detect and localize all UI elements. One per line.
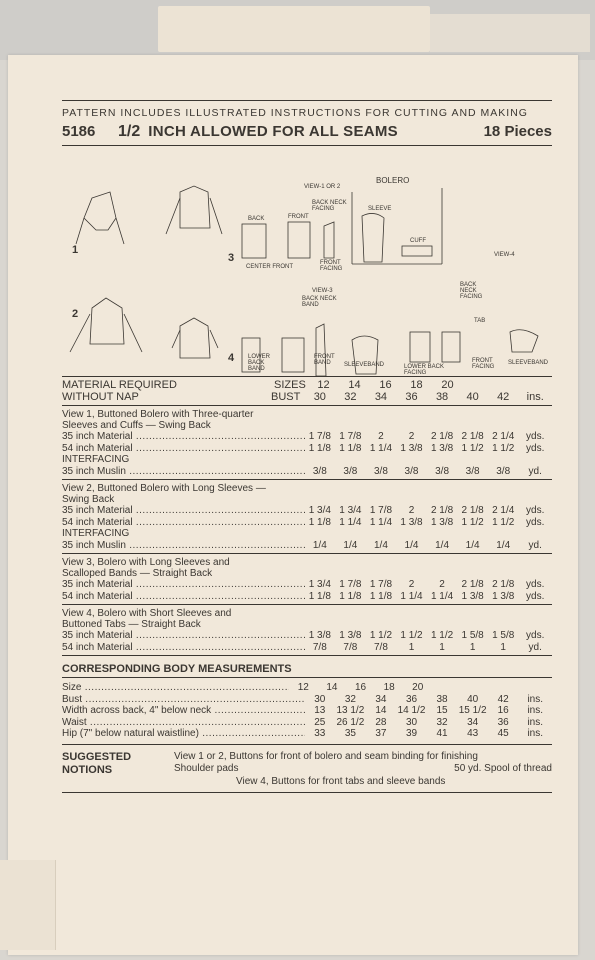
row-unit: yds. [526, 516, 545, 528]
figure2-sleeves [70, 314, 142, 352]
notions-section [62, 751, 552, 789]
yardage-row [62, 466, 552, 478]
row-value: 1 1/8 [308, 516, 331, 528]
size-value: 16 [379, 379, 392, 391]
row-value: 1 1/8 [339, 590, 362, 602]
figure-2-label: 2 [72, 308, 79, 320]
row-value: 7/8 [373, 641, 388, 653]
row-value: 1 3/4 [308, 505, 331, 516]
row-value: 26 1/2 [336, 716, 365, 728]
row-value: 14 [375, 705, 387, 716]
header-main [62, 123, 552, 141]
row-value: 1 1/2 [461, 442, 484, 454]
row-value: 1 [408, 641, 415, 653]
row-value: 39 [405, 728, 418, 739]
row-value: 1 [500, 641, 506, 653]
row-value: 2 [408, 579, 415, 590]
row-value: 1 1/4 [339, 516, 362, 528]
row-label: 35 inch Material ..... [62, 505, 305, 517]
yardage-row [62, 528, 552, 540]
row-value: 3/8 [465, 465, 480, 477]
row-value: 41 [436, 728, 448, 739]
row-value: 2 1/8 [461, 579, 484, 590]
row-value: 33 [314, 728, 326, 739]
front-band-label: FRONT BAND [314, 354, 335, 366]
view-title: View 4, Bolero with Short Sleeves and [62, 608, 232, 619]
body-measurements-heading: CORRESPONDING BODY MEASUREMENTS [62, 663, 292, 675]
header-instructions: PATTERN INCLUDES ILLUSTRATED INSTRUCTIONS FOR CUTTING AND MAKING [62, 107, 528, 119]
row-value: 3/8 [373, 465, 388, 477]
row-value: 12 [297, 682, 309, 693]
row-value: 25 [314, 716, 326, 728]
yardage-row [62, 443, 552, 455]
notions-label-line1: SUGGESTED [62, 750, 132, 763]
lower-back-facing-label: LOWER BACK FACING [404, 364, 445, 376]
figure4-sleeves [172, 330, 218, 348]
row-value: 1 5/8 [461, 630, 484, 641]
front-facing-label: FRONT FACING [320, 260, 343, 272]
row-value: 20 [412, 682, 424, 693]
size-value: 12 [317, 379, 330, 391]
row-unit: ins. [527, 716, 543, 728]
row-value: 3/8 [435, 465, 450, 477]
view4-label: VIEW-4 [494, 252, 515, 258]
row-value: 1 [439, 641, 445, 653]
row-value: 1 3/4 [339, 505, 362, 516]
figure3-sleeves [166, 198, 222, 234]
row-label: Hip (7" below natural waistline) ..... [62, 728, 305, 740]
yardage-row [62, 579, 552, 591]
row-value: 30 [405, 716, 418, 728]
row-value: 1 1/2 [430, 630, 454, 641]
row-value: 32 [344, 693, 356, 705]
row-value: 14 1/2 [397, 705, 426, 716]
view-section [62, 405, 552, 477]
notions-label [62, 751, 174, 789]
piece-count: 18 Pieces [483, 123, 552, 140]
row-value: 1 [469, 641, 476, 653]
row-label: 35 inch Material ..... [62, 630, 305, 642]
view-title: View 1, Buttoned Bolero with Three-quarter [62, 409, 254, 420]
tab-label: TAB [474, 318, 486, 324]
figure1-bolero [84, 192, 116, 230]
row-value [432, 682, 461, 694]
yardage-row [62, 540, 552, 552]
row-value: 7/8 [312, 641, 327, 653]
row-value: 1 1/2 [461, 516, 484, 528]
view-title: View 2, Buttoned Bolero with Long Sleeves — [62, 483, 266, 494]
bust-label: BUST [271, 391, 301, 403]
row-value: 2 1/8 [430, 505, 454, 516]
views-diagram [62, 148, 552, 376]
row-value: 1 1/4 [430, 590, 454, 602]
lower-back-band-label: LOWER BACK BAND [248, 354, 271, 372]
row-value: 30 [314, 693, 326, 705]
view-section [62, 604, 552, 653]
size-value: 14 [348, 379, 361, 391]
row-value: 1 1/8 [308, 442, 331, 454]
material-bust-row [62, 391, 552, 403]
measurement-row [62, 694, 552, 706]
row-value: 14 [326, 682, 338, 693]
row-label: Waist ..... [62, 717, 305, 729]
back-neck-facing-label: BACK NECK FACING [312, 200, 347, 212]
row-label: INTERFACING [62, 528, 130, 539]
row-value: 45 [497, 728, 509, 739]
piece-front-v3 [282, 338, 304, 372]
sleeve-label: SLEEVE [368, 206, 392, 212]
back-neck-band-label: BACK NECK BAND [302, 296, 337, 308]
figure2-bolero [90, 298, 124, 344]
view-section [62, 553, 552, 602]
front-label: FRONT [288, 214, 309, 220]
yardage-row [62, 591, 552, 603]
row-value: 1/4 [343, 539, 358, 551]
row-value: 38 [436, 693, 448, 705]
row-label: 35 inch Material ..... [62, 579, 305, 591]
bust-value: 32 [344, 391, 357, 403]
row-value: 1 1/2 [369, 630, 393, 641]
row-unit: yd. [528, 641, 542, 653]
row-value: 1 1/4 [369, 442, 393, 454]
piece-front [288, 222, 310, 258]
body-heading-rule [62, 677, 552, 678]
view-title: Sleeves and Cuffs — Swing Back [62, 420, 211, 431]
piece-sleeve-v4 [510, 330, 538, 352]
view-section [62, 479, 552, 551]
material-required-label: MATERIAL REQUIRED [62, 379, 177, 391]
row-value: 3/8 [343, 465, 358, 477]
figure-1-label: 1 [72, 244, 79, 256]
bust-value: 42 [497, 391, 510, 403]
row-value: 28 [375, 716, 387, 728]
row-label: INTERFACING [62, 454, 130, 465]
row-value: 3/8 [312, 465, 327, 477]
row-value: 36 [405, 693, 418, 705]
row-value: 2 1/8 [461, 431, 484, 442]
notions-thread: 50 yd. Spool of thread [454, 763, 552, 774]
row-value: 1 1/2 [492, 442, 515, 454]
sleeveband-label: SLEEVEBAND [344, 362, 385, 368]
view-title: Scalloped Bands — Straight Back [62, 568, 213, 579]
header-rule [62, 145, 552, 146]
piece-front-band [316, 324, 326, 376]
view12-label: VIEW-1 OR 2 [304, 184, 341, 190]
row-unit: yds. [526, 505, 545, 516]
unit: ins. [526, 391, 544, 403]
figure1-sleeves [76, 218, 124, 244]
row-value: 2 1/4 [492, 431, 515, 442]
row-value: 43 [467, 728, 479, 739]
row-value: 1 7/8 [308, 431, 331, 442]
bust-value: 30 [313, 391, 326, 403]
yardage-row [62, 454, 552, 466]
row-value: 37 [375, 728, 387, 739]
yardage-row [62, 630, 552, 642]
envelope-corner [0, 860, 56, 950]
row-value: 1 5/8 [492, 630, 515, 641]
pattern-back-page [62, 100, 552, 793]
row-value: 1 3/8 [492, 590, 515, 602]
row-value: 1 3/8 [461, 590, 484, 602]
yardage-row [62, 431, 552, 443]
piece-back-v4 [410, 332, 430, 362]
size-value: 20 [441, 379, 454, 391]
piece-back [242, 224, 266, 258]
row-value: 1 7/8 [369, 579, 393, 590]
row-value: 1/4 [465, 539, 480, 551]
row-value: 1 3/8 [400, 516, 423, 528]
row-value: 16 [497, 705, 509, 716]
measurement-row [62, 717, 552, 729]
cuff-label: CUFF [410, 238, 426, 244]
row-value: 1 1/2 [492, 516, 515, 528]
row-label: 35 inch Material ..... [62, 431, 305, 443]
row-value: 15 1/2 [458, 705, 487, 716]
piece-cuff [402, 246, 432, 256]
row-label: 54 inch Material ..... [62, 517, 305, 529]
view3-label: VIEW-3 [312, 288, 333, 294]
row-value: 34 [467, 716, 479, 728]
row-value: 1 1/4 [400, 590, 423, 602]
top-rule [62, 100, 552, 101]
bottom-rule [62, 792, 552, 793]
row-value: 2 1/8 [492, 579, 515, 590]
row-value: 1 1/4 [369, 516, 393, 528]
piece-front-facing [324, 222, 334, 258]
row-label: 54 inch Material ..... [62, 443, 305, 455]
seam-fraction: 1/2 [118, 123, 141, 140]
row-value: 40 [467, 693, 479, 705]
piece-sleeve [362, 213, 384, 262]
sizes-label: SIZES [274, 379, 306, 391]
row-value: 1/4 [373, 539, 388, 551]
figure4-bolero [180, 318, 210, 358]
notions-line2 [174, 763, 552, 776]
row-value: 36 [497, 716, 509, 728]
row-value: 2 1/8 [461, 505, 484, 516]
bust-value: 34 [374, 391, 388, 403]
row-unit: yd. [528, 465, 542, 477]
envelope-flap-right [430, 14, 590, 52]
bust-value: 36 [405, 391, 418, 403]
row-unit: yds. [526, 579, 545, 590]
seam-allowance: INCH ALLOWED FOR ALL SEAMS [148, 123, 398, 140]
material-sizes-row [62, 380, 552, 391]
pattern-number: 5186 [62, 123, 96, 140]
row-value: 1 3/8 [400, 442, 423, 454]
notions-shoulder-pads: Shoulder pads [174, 763, 239, 774]
row-value: 2 1/8 [430, 431, 454, 442]
row-value: 3/8 [496, 465, 511, 477]
row-value: 1/4 [435, 539, 450, 551]
measurement-row [62, 682, 552, 694]
view-title: Swing Back [62, 494, 115, 505]
views-yardage [62, 405, 552, 653]
row-value: 18 [383, 682, 395, 693]
row-value: 32 [436, 716, 448, 728]
view-title: Buttoned Tabs — Straight Back [62, 619, 201, 630]
row-value: 1 7/8 [339, 579, 362, 590]
row-value: 2 [408, 431, 415, 442]
body-rule [62, 655, 552, 659]
pattern-pieces-illustration [62, 148, 552, 376]
row-unit: ins. [527, 705, 543, 716]
row-label: 35 inch Muslin ..... [62, 466, 305, 478]
row-value: 1 3/4 [308, 579, 331, 590]
row-value: 1 1/8 [308, 590, 331, 602]
row-value: 1 1/2 [400, 630, 423, 641]
row-label: Width across back, 4" below neck ..... [62, 705, 305, 717]
row-value: 42 [497, 693, 509, 705]
figure-4-label: 4 [228, 352, 235, 364]
measurement-row [62, 728, 552, 740]
row-value: 7/8 [343, 641, 358, 653]
row-value: 1 3/8 [339, 630, 362, 641]
row-unit: yds. [526, 431, 545, 442]
row-value: 1 3/8 [308, 630, 331, 641]
front-facing-v4-label: FRONT FACING [472, 358, 495, 370]
row-value: 15 [436, 705, 448, 716]
row-value: 2 [408, 505, 415, 516]
row-unit: ins. [527, 728, 543, 739]
notions-line1: View 1 or 2, Buttons for front of bolero and seam binding for finishing [174, 750, 478, 762]
notions-label-line2: NOTIONS [62, 763, 113, 776]
center-front-label: CENTER FRONT [246, 264, 293, 270]
row-value: 1 7/8 [369, 505, 393, 516]
row-value: 1/4 [312, 539, 327, 551]
measurement-row [62, 705, 552, 717]
row-value: 13 1/2 [336, 705, 365, 716]
without-nap-label: WITHOUT NAP [62, 391, 139, 403]
notions-line3: View 4, Buttons for front tabs and sleeve bands [236, 775, 446, 787]
piece-sleeve-v3 [352, 336, 378, 374]
row-value: 1/4 [496, 539, 511, 551]
envelope-flap [158, 6, 430, 52]
row-value: 1/4 [404, 539, 419, 551]
row-label: 35 inch Muslin ..... [62, 540, 305, 552]
row-label: 54 inch Material ..... [62, 642, 305, 654]
row-unit: yds. [526, 590, 545, 602]
figure-3-label: 3 [228, 252, 235, 264]
row-value: 1 3/8 [430, 516, 454, 528]
row-value: 1 3/8 [430, 442, 454, 454]
sleeveband-v4-label: SLEEVEBAND [508, 360, 549, 366]
view-title: View 3, Bolero with Long Sleeves and [62, 557, 230, 568]
notions-rule [62, 744, 552, 745]
row-value [461, 682, 490, 694]
bust-value: 38 [435, 391, 449, 403]
notions-text [174, 751, 552, 789]
row-value: 35 [344, 728, 356, 739]
row-value: 2 [439, 579, 445, 590]
row-unit: yd. [528, 539, 542, 551]
row-value: 2 [378, 431, 384, 442]
bolero-label: BOLERO [376, 176, 410, 185]
yardage-row [62, 517, 552, 529]
row-unit [489, 682, 520, 694]
row-label: Size ..... [62, 682, 289, 694]
row-label: Bust ..... [62, 694, 305, 706]
row-unit: yds. [526, 442, 545, 454]
row-value: 1 1/8 [339, 442, 362, 454]
row-value: 1 1/8 [369, 590, 393, 602]
bust-value: 40 [466, 391, 479, 403]
back-neck-facing-v4-label: BACK NECK FACING [460, 282, 483, 300]
row-value: 16 [354, 682, 367, 693]
figure3-bolero [180, 186, 210, 228]
yardage-row [62, 505, 552, 517]
row-unit: yds. [526, 630, 545, 641]
back-label: BACK [248, 216, 265, 222]
body-measurements-table [62, 682, 552, 740]
piece-front-v4 [442, 332, 460, 362]
row-value: 13 [314, 705, 326, 716]
row-value: 34 [375, 693, 387, 705]
row-unit: ins. [527, 693, 543, 705]
row-value: 3/8 [404, 465, 419, 477]
row-label: 54 inch Material ..... [62, 591, 305, 603]
row-value: 1 7/8 [339, 431, 362, 442]
row-value: 2 1/4 [492, 505, 515, 516]
yardage-row [62, 642, 552, 654]
material-rule [62, 376, 552, 377]
size-value: 18 [410, 379, 423, 391]
